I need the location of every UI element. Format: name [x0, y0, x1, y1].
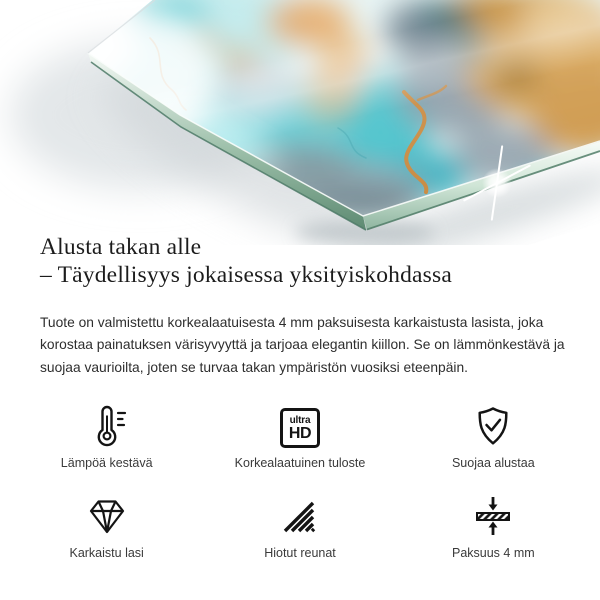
feature-thickness-4mm — [397, 492, 590, 560]
glass-panel-illustration — [0, 0, 600, 245]
features-grid — [10, 402, 590, 560]
product-image — [0, 0, 600, 245]
feature-label: Lämpöä kestävä — [60, 456, 153, 470]
feature-label: Suojaa alustaa — [451, 456, 535, 470]
feature-label: Korkealaatuinen tuloste — [234, 456, 366, 470]
feature-tempered-glass — [10, 492, 203, 560]
feature-label: Paksuus 4 mm — [451, 546, 535, 560]
beveled-edge-icon — [278, 492, 322, 538]
shield-check-icon — [471, 402, 515, 448]
page-title-line1: Alusta takan alle — [40, 234, 202, 260]
feature-heat-resistant — [10, 402, 203, 470]
ultra-hd-icon — [280, 402, 320, 448]
diamond-icon — [85, 492, 129, 538]
ultra-hd-icon-text-top: ultra — [289, 414, 311, 426]
thickness-icon — [471, 492, 515, 538]
ultra-hd-icon-text-bottom: HD — [288, 424, 312, 442]
product-description: Tuote on valmistettu korkealaatuisesta 4 mm paksuisesta karkaistusta lasista, joka korostaa painatuksen värisyvyyttä ja tarjoaa elegantin kiillon. Se on lämmönkestävä ja suojaa vaurioilta, joten se turvaa takan ympäristön vuosiksi eteenpäin. — [40, 315, 565, 375]
page-title-line2: – Täydellisyys jokaisessa yksityiskohdassa — [40, 262, 453, 288]
page-title — [40, 233, 580, 289]
feature-label: Karkaistu lasi — [69, 546, 144, 560]
feature-label: Hiotut reunat — [264, 546, 336, 560]
feature-polished-edges — [203, 492, 396, 560]
feature-protects-base — [397, 402, 590, 470]
feature-ultra-hd-print — [203, 402, 396, 470]
thermometer-icon — [85, 402, 129, 448]
